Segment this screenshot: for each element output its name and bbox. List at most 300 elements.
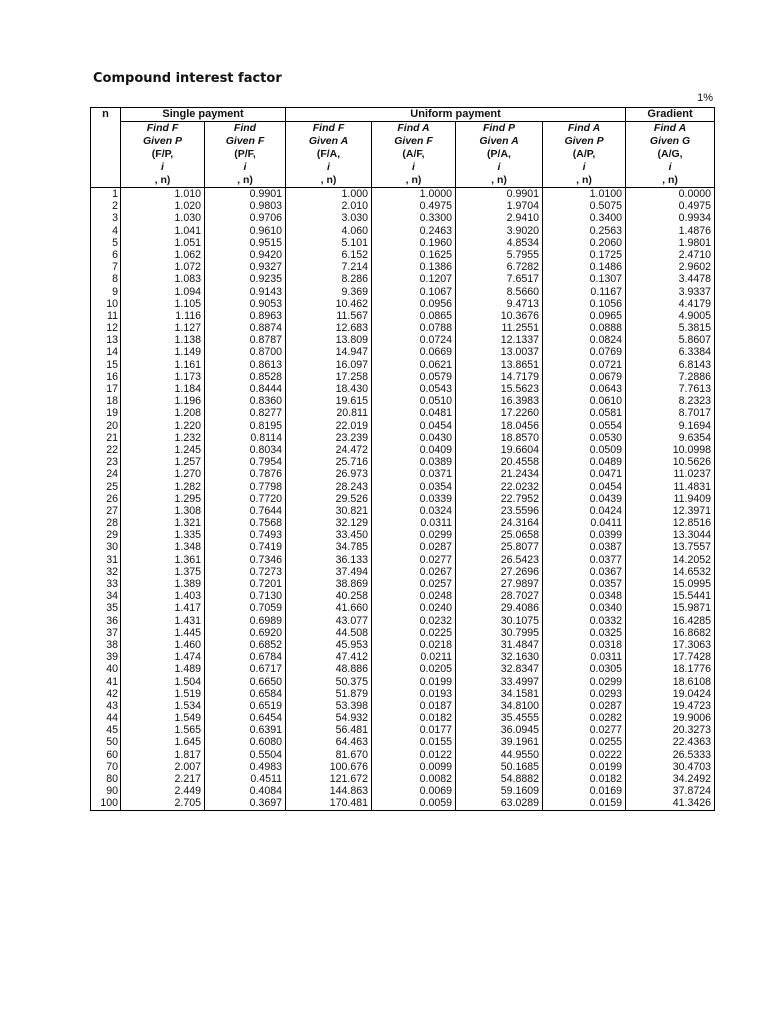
row-n-cell: 14 [91, 346, 121, 358]
row-value-cell: 25.8077 [456, 541, 543, 553]
table-row [91, 749, 715, 761]
header-group-single-payment: Single payment [121, 108, 286, 122]
header-column-line: (P/F, i , n) [234, 148, 256, 186]
row-value-cell: 4.060 [286, 225, 372, 237]
row-value-cell: 64.463 [286, 736, 372, 748]
row-value-cell: 29.526 [286, 493, 372, 505]
table-row [91, 493, 715, 505]
row-value-cell: 5.101 [286, 237, 372, 249]
table-row [91, 420, 715, 432]
row-value-cell: 0.6852 [205, 639, 286, 651]
row-value-cell: 8.7017 [626, 407, 715, 419]
row-value-cell: 11.2551 [456, 322, 543, 334]
row-value-cell: 48.886 [286, 663, 372, 675]
table-row [91, 736, 715, 748]
table-row [91, 359, 715, 371]
header-group-uniform-payment: Uniform payment [286, 108, 626, 122]
table-row [91, 505, 715, 517]
row-value-cell: 2.010 [286, 200, 372, 212]
table-row [91, 444, 715, 456]
row-value-cell: 0.1207 [372, 273, 456, 285]
row-value-cell: 0.0255 [543, 736, 626, 748]
row-n-cell: 29 [91, 529, 121, 541]
row-value-cell: 22.019 [286, 420, 372, 432]
row-value-cell: 20.3273 [626, 724, 715, 736]
row-value-cell: 11.567 [286, 310, 372, 322]
row-value-cell: 0.8277 [205, 407, 286, 419]
table-row [91, 541, 715, 553]
row-n-cell: 50 [91, 736, 121, 748]
table-row [91, 639, 715, 651]
row-value-cell: 0.0311 [372, 517, 456, 529]
row-value-cell: 19.615 [286, 395, 372, 407]
header-column-pf [205, 122, 286, 188]
row-value-cell: 0.8195 [205, 420, 286, 432]
row-value-cell: 0.9803 [205, 200, 286, 212]
row-value-cell: 0.0332 [543, 615, 626, 627]
row-value-cell: 1.504 [121, 676, 205, 688]
row-n-cell: 4 [91, 225, 121, 237]
row-value-cell: 7.2886 [626, 371, 715, 383]
row-value-cell: 0.0182 [543, 773, 626, 785]
row-value-cell: 0.7568 [205, 517, 286, 529]
row-n-cell: 30 [91, 541, 121, 553]
row-value-cell: 1.041 [121, 225, 205, 237]
header-column-line: (P/A, i , n) [487, 148, 511, 186]
row-n-cell: 90 [91, 785, 121, 797]
row-n-cell: 27 [91, 505, 121, 517]
row-value-cell: 0.7798 [205, 481, 286, 493]
row-value-cell: 0.9901 [205, 188, 286, 201]
row-value-cell: 36.133 [286, 554, 372, 566]
row-value-cell: 1.0100 [543, 188, 626, 201]
row-value-cell: 0.0509 [543, 444, 626, 456]
row-value-cell: 6.152 [286, 249, 372, 261]
table-row [91, 273, 715, 285]
table-row [91, 700, 715, 712]
row-value-cell: 0.0965 [543, 310, 626, 322]
row-value-cell: 45.953 [286, 639, 372, 651]
row-value-cell: 1.105 [121, 298, 205, 310]
interest-rate-label: 1% [697, 92, 713, 104]
table-body [91, 188, 715, 811]
row-value-cell: 0.4084 [205, 785, 286, 797]
row-n-cell: 25 [91, 481, 121, 493]
row-value-cell: 2.217 [121, 773, 205, 785]
row-value-cell: 13.0037 [456, 346, 543, 358]
row-value-cell: 0.0299 [372, 529, 456, 541]
row-value-cell: 50.1685 [456, 761, 543, 773]
row-value-cell: 0.0610 [543, 395, 626, 407]
row-value-cell: 18.8570 [456, 432, 543, 444]
row-value-cell: 0.7876 [205, 468, 286, 480]
table-row [91, 578, 715, 590]
row-value-cell: 35.4555 [456, 712, 543, 724]
row-value-cell: 0.0000 [626, 188, 715, 201]
row-value-cell: 6.7282 [456, 261, 543, 273]
row-value-cell: 0.9327 [205, 261, 286, 273]
table-row [91, 286, 715, 298]
row-value-cell: 0.0724 [372, 334, 456, 346]
row-value-cell: 25.716 [286, 456, 372, 468]
row-value-cell: 1.257 [121, 456, 205, 468]
row-value-cell: 0.0311 [543, 651, 626, 663]
row-value-cell: 0.8360 [205, 395, 286, 407]
table-row [91, 529, 715, 541]
row-value-cell: 13.8651 [456, 359, 543, 371]
row-value-cell: 27.2696 [456, 566, 543, 578]
row-value-cell: 24.472 [286, 444, 372, 456]
row-value-cell: 1.196 [121, 395, 205, 407]
table-row [91, 225, 715, 237]
row-n-cell: 60 [91, 749, 121, 761]
row-value-cell: 0.0489 [543, 456, 626, 468]
header-n: n [91, 108, 121, 188]
row-value-cell: 0.7493 [205, 529, 286, 541]
row-value-cell: 12.3971 [626, 505, 715, 517]
row-value-cell: 0.8114 [205, 432, 286, 444]
row-value-cell: 18.6108 [626, 676, 715, 688]
row-value-cell: 0.3400 [543, 212, 626, 224]
header-column-fa [286, 122, 372, 188]
row-value-cell: 0.0082 [372, 773, 456, 785]
row-value-cell: 0.0325 [543, 627, 626, 639]
row-value-cell: 18.430 [286, 383, 372, 395]
row-value-cell: 0.0367 [543, 566, 626, 578]
header-column-af [372, 122, 456, 188]
row-value-cell: 22.0232 [456, 481, 543, 493]
row-n-cell: 100 [91, 797, 121, 810]
row-value-cell: 14.947 [286, 346, 372, 358]
row-value-cell: 32.8347 [456, 663, 543, 675]
row-value-cell: 0.8613 [205, 359, 286, 371]
row-value-cell: 0.2563 [543, 225, 626, 237]
row-value-cell: 6.8143 [626, 359, 715, 371]
row-value-cell: 1.062 [121, 249, 205, 261]
header-column-line: Find A [653, 122, 687, 134]
row-value-cell: 63.0289 [456, 797, 543, 810]
row-value-cell: 13.809 [286, 334, 372, 346]
row-value-cell: 1.474 [121, 651, 205, 663]
row-value-cell: 1.361 [121, 554, 205, 566]
row-value-cell: 1.9704 [456, 200, 543, 212]
row-n-cell: 24 [91, 468, 121, 480]
header-column-line: Given P [564, 135, 604, 147]
row-n-cell: 8 [91, 273, 121, 285]
row-value-cell: 0.0299 [543, 676, 626, 688]
row-value-cell: 8.2323 [626, 395, 715, 407]
row-value-cell: 0.8963 [205, 310, 286, 322]
row-value-cell: 54.932 [286, 712, 372, 724]
row-value-cell: 0.0888 [543, 322, 626, 334]
row-value-cell: 1.335 [121, 529, 205, 541]
row-value-cell: 0.8444 [205, 383, 286, 395]
row-value-cell: 40.258 [286, 590, 372, 602]
row-value-cell: 0.0371 [372, 468, 456, 480]
row-value-cell: 0.0339 [372, 493, 456, 505]
row-value-cell: 9.4713 [456, 298, 543, 310]
table-row [91, 676, 715, 688]
row-value-cell: 0.6080 [205, 736, 286, 748]
row-value-cell: 1.220 [121, 420, 205, 432]
row-value-cell: 0.0187 [372, 700, 456, 712]
header-column-pa [456, 122, 543, 188]
row-value-cell: 0.0530 [543, 432, 626, 444]
row-value-cell: 3.030 [286, 212, 372, 224]
row-value-cell: 22.4363 [626, 736, 715, 748]
row-n-cell: 38 [91, 639, 121, 651]
row-value-cell: 9.369 [286, 286, 372, 298]
row-n-cell: 13 [91, 334, 121, 346]
row-value-cell: 0.4511 [205, 773, 286, 785]
row-n-cell: 17 [91, 383, 121, 395]
row-value-cell: 0.7130 [205, 590, 286, 602]
row-value-cell: 13.7557 [626, 541, 715, 553]
row-value-cell: 0.7644 [205, 505, 286, 517]
row-value-cell: 144.863 [286, 785, 372, 797]
table-row [91, 797, 715, 810]
table-row [91, 212, 715, 224]
row-n-cell: 80 [91, 773, 121, 785]
row-value-cell: 1.138 [121, 334, 205, 346]
row-value-cell: 0.7720 [205, 493, 286, 505]
row-value-cell: 22.7952 [456, 493, 543, 505]
row-value-cell: 26.973 [286, 468, 372, 480]
row-value-cell: 0.0721 [543, 359, 626, 371]
row-value-cell: 34.785 [286, 541, 372, 553]
row-value-cell: 0.0159 [543, 797, 626, 810]
row-value-cell: 17.3063 [626, 639, 715, 651]
row-value-cell: 0.9610 [205, 225, 286, 237]
row-value-cell: 0.4975 [372, 200, 456, 212]
row-value-cell: 24.3164 [456, 517, 543, 529]
row-value-cell: 0.8787 [205, 334, 286, 346]
table-row [91, 371, 715, 383]
row-value-cell: 0.6920 [205, 627, 286, 639]
header-column-line: Find F [146, 122, 179, 134]
row-value-cell: 21.2434 [456, 468, 543, 480]
row-n-cell: 15 [91, 359, 121, 371]
row-value-cell: 8.286 [286, 273, 372, 285]
row-value-cell: 0.9934 [626, 212, 715, 224]
row-n-cell: 16 [91, 371, 121, 383]
row-value-cell: 0.0679 [543, 371, 626, 383]
row-value-cell: 2.9410 [456, 212, 543, 224]
row-n-cell: 45 [91, 724, 121, 736]
row-value-cell: 30.1075 [456, 615, 543, 627]
header-column-line: Given P [142, 135, 183, 147]
row-value-cell: 20.811 [286, 407, 372, 419]
row-value-cell: 0.1056 [543, 298, 626, 310]
row-value-cell: 0.0257 [372, 578, 456, 590]
row-value-cell: 12.683 [286, 322, 372, 334]
header-column-line: (F/A, i , n) [316, 148, 341, 186]
row-value-cell: 12.1337 [456, 334, 543, 346]
table-row [91, 481, 715, 493]
table-row [91, 773, 715, 785]
row-value-cell: 14.7179 [456, 371, 543, 383]
row-value-cell: 0.4983 [205, 761, 286, 773]
table-row [91, 566, 715, 578]
row-value-cell: 2.449 [121, 785, 205, 797]
row-value-cell: 0.5075 [543, 200, 626, 212]
row-value-cell: 8.5660 [456, 286, 543, 298]
row-value-cell: 19.4723 [626, 700, 715, 712]
row-value-cell: 17.7428 [626, 651, 715, 663]
row-value-cell: 53.398 [286, 700, 372, 712]
row-value-cell: 0.0439 [543, 493, 626, 505]
table-row [91, 261, 715, 273]
table-row [91, 724, 715, 736]
row-value-cell: 0.0788 [372, 322, 456, 334]
row-value-cell: 43.077 [286, 615, 372, 627]
row-value-cell: 0.8528 [205, 371, 286, 383]
row-n-cell: 42 [91, 688, 121, 700]
row-value-cell: 0.6989 [205, 615, 286, 627]
row-value-cell: 1.030 [121, 212, 205, 224]
row-value-cell: 37.8724 [626, 785, 715, 797]
row-value-cell: 0.0248 [372, 590, 456, 602]
row-value-cell: 0.7201 [205, 578, 286, 590]
row-value-cell: 0.8874 [205, 322, 286, 334]
row-value-cell: 0.0169 [543, 785, 626, 797]
table-row [91, 346, 715, 358]
row-value-cell: 0.0510 [372, 395, 456, 407]
row-value-cell: 0.6650 [205, 676, 286, 688]
row-value-cell: 1.000 [286, 188, 372, 201]
row-value-cell: 3.4478 [626, 273, 715, 285]
row-n-cell: 23 [91, 456, 121, 468]
row-value-cell: 1.348 [121, 541, 205, 553]
row-value-cell: 0.0643 [543, 383, 626, 395]
row-n-cell: 5 [91, 237, 121, 249]
table-row [91, 590, 715, 602]
row-value-cell: 7.6517 [456, 273, 543, 285]
row-value-cell: 121.672 [286, 773, 372, 785]
row-value-cell: 0.0277 [372, 554, 456, 566]
row-n-cell: 43 [91, 700, 121, 712]
row-n-cell: 21 [91, 432, 121, 444]
row-value-cell: 0.0182 [372, 712, 456, 724]
row-value-cell: 0.0430 [372, 432, 456, 444]
row-value-cell: 39.1961 [456, 736, 543, 748]
row-value-cell: 15.0995 [626, 578, 715, 590]
row-value-cell: 0.2060 [543, 237, 626, 249]
table-row [91, 627, 715, 639]
row-value-cell: 0.0481 [372, 407, 456, 419]
row-value-cell: 59.1609 [456, 785, 543, 797]
row-value-cell: 1.232 [121, 432, 205, 444]
header-column-line: (A/F, i , n) [402, 148, 425, 186]
row-value-cell: 54.8882 [456, 773, 543, 785]
row-value-cell: 28.7027 [456, 590, 543, 602]
row-n-cell: 28 [91, 517, 121, 529]
row-value-cell: 0.0769 [543, 346, 626, 358]
row-value-cell: 23.239 [286, 432, 372, 444]
row-value-cell: 1.020 [121, 200, 205, 212]
row-value-cell: 3.9337 [626, 286, 715, 298]
row-value-cell: 11.4831 [626, 481, 715, 493]
row-value-cell: 30.4703 [626, 761, 715, 773]
row-value-cell: 81.670 [286, 749, 372, 761]
row-value-cell: 0.0399 [543, 529, 626, 541]
row-value-cell: 4.8534 [456, 237, 543, 249]
row-value-cell: 15.5441 [626, 590, 715, 602]
row-value-cell: 27.9897 [456, 578, 543, 590]
row-value-cell: 3.9020 [456, 225, 543, 237]
row-value-cell: 0.1067 [372, 286, 456, 298]
row-value-cell: 1.161 [121, 359, 205, 371]
row-value-cell: 1.295 [121, 493, 205, 505]
table-row [91, 322, 715, 334]
row-value-cell: 0.0199 [372, 676, 456, 688]
table-header [91, 108, 715, 188]
row-value-cell: 0.1486 [543, 261, 626, 273]
row-value-cell: 1.489 [121, 663, 205, 675]
header-column-line: Given G [649, 135, 691, 147]
row-value-cell: 0.4975 [626, 200, 715, 212]
row-value-cell: 51.879 [286, 688, 372, 700]
row-value-cell: 15.9871 [626, 602, 715, 614]
row-value-cell: 18.1776 [626, 663, 715, 675]
header-column-line: Find A [567, 122, 601, 134]
row-value-cell: 0.2463 [372, 225, 456, 237]
row-value-cell: 30.7995 [456, 627, 543, 639]
row-value-cell: 9.6354 [626, 432, 715, 444]
row-value-cell: 0.0348 [543, 590, 626, 602]
row-value-cell: 0.0581 [543, 407, 626, 419]
row-value-cell: 0.0865 [372, 310, 456, 322]
row-value-cell: 23.5596 [456, 505, 543, 517]
row-value-cell: 0.0211 [372, 651, 456, 663]
row-value-cell: 0.0357 [543, 578, 626, 590]
row-value-cell: 6.3384 [626, 346, 715, 358]
table-row [91, 602, 715, 614]
row-value-cell: 25.0658 [456, 529, 543, 541]
row-value-cell: 11.9409 [626, 493, 715, 505]
table-row [91, 468, 715, 480]
row-value-cell: 170.481 [286, 797, 372, 810]
row-value-cell: 0.0099 [372, 761, 456, 773]
row-value-cell: 2.705 [121, 797, 205, 810]
row-value-cell: 41.3426 [626, 797, 715, 810]
row-value-cell: 0.0222 [543, 749, 626, 761]
row-value-cell: 1.127 [121, 322, 205, 334]
row-value-cell: 0.3697 [205, 797, 286, 810]
row-value-cell: 1.184 [121, 383, 205, 395]
row-value-cell: 32.129 [286, 517, 372, 529]
row-value-cell: 7.7613 [626, 383, 715, 395]
row-value-cell: 10.462 [286, 298, 372, 310]
row-value-cell: 7.214 [286, 261, 372, 273]
row-value-cell: 1.116 [121, 310, 205, 322]
row-value-cell: 0.0205 [372, 663, 456, 675]
row-n-cell: 10 [91, 298, 121, 310]
row-value-cell: 0.0059 [372, 797, 456, 810]
row-value-cell: 34.1581 [456, 688, 543, 700]
row-value-cell: 17.2260 [456, 407, 543, 419]
header-group-gradient: Gradient [626, 108, 715, 122]
row-value-cell: 1.051 [121, 237, 205, 249]
row-value-cell: 20.4558 [456, 456, 543, 468]
row-value-cell: 0.6717 [205, 663, 286, 675]
row-value-cell: 5.3815 [626, 322, 715, 334]
row-value-cell: 10.0998 [626, 444, 715, 456]
row-value-cell: 0.9901 [456, 188, 543, 201]
row-value-cell: 2.9602 [626, 261, 715, 273]
row-n-cell: 31 [91, 554, 121, 566]
table-row [91, 395, 715, 407]
